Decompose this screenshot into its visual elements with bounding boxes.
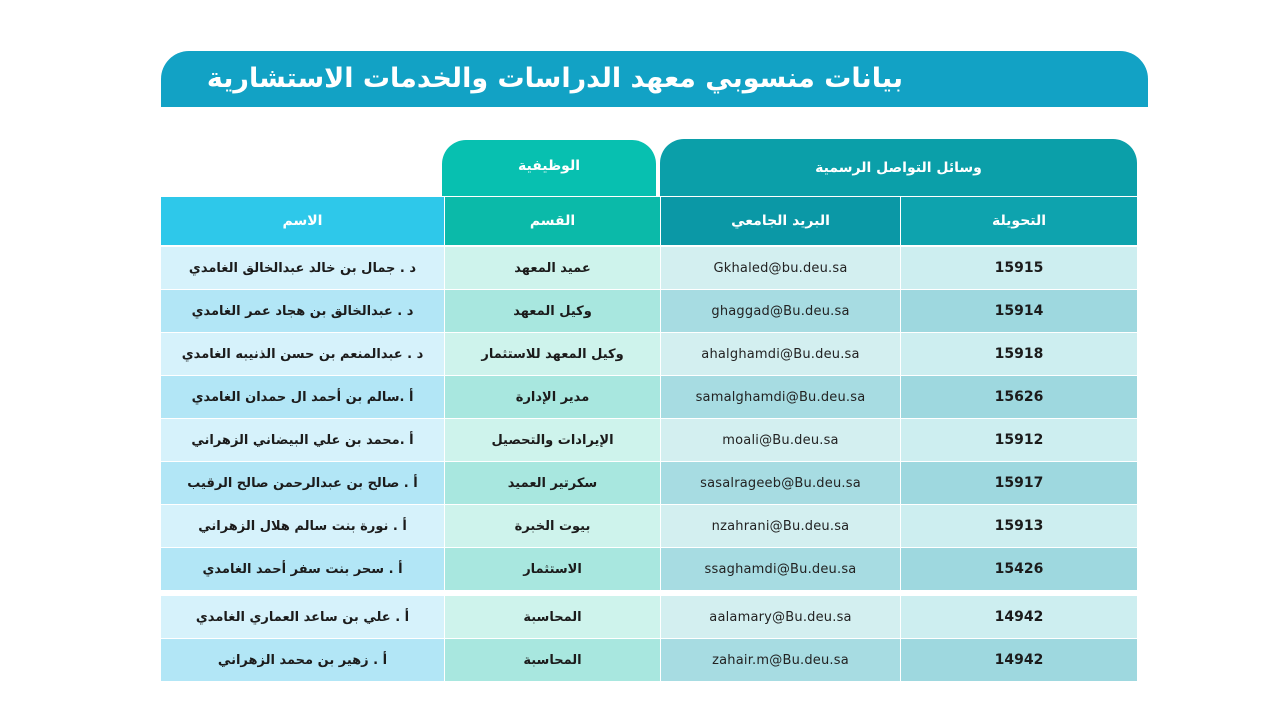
ext-cell: 14942: [900, 596, 1137, 639]
dept-cell: سكرتير العميد: [444, 462, 660, 505]
table-row: [161, 505, 1137, 548]
email-cell: samalghamdi@Bu.deu.sa: [660, 376, 900, 419]
dept-cell: المحاسبة: [444, 639, 660, 682]
email-cell: sasalrageeb@Bu.deu.sa: [660, 462, 900, 505]
email-cell: aalamary@Bu.deu.sa: [660, 596, 900, 639]
ext-cell: 14942: [900, 639, 1137, 682]
email-cell: moali@Bu.deu.sa: [660, 419, 900, 462]
name-cell: أ . نورة بنت سالم هلال الزهراني: [161, 505, 444, 548]
group-header-contact: وسائل التواصل الرسمية: [660, 139, 1137, 196]
table-row: [161, 639, 1137, 682]
ext-cell: 15626: [900, 376, 1137, 419]
table-row: [161, 462, 1137, 505]
name-cell: د . عبدالمنعم بن حسن الذنيبه الغامدي: [161, 333, 444, 376]
email-cell: ghaggad@Bu.deu.sa: [660, 290, 900, 333]
email-cell: zahair.m@Bu.deu.sa: [660, 639, 900, 682]
table-row: [161, 548, 1137, 591]
page-title: بيانات منسوبي معهد الدراسات والخدمات الاستشارية: [161, 51, 1148, 107]
ext-cell: 15914: [900, 290, 1137, 333]
ext-cell: 15912: [900, 419, 1137, 462]
ext-cell: 15426: [900, 548, 1137, 591]
table-row: [161, 419, 1137, 462]
table-row: [161, 247, 1137, 290]
table-header-row: [161, 197, 1137, 245]
column-header-ext: التحويلة: [900, 197, 1137, 245]
dept-cell: بيوت الخبرة: [444, 505, 660, 548]
email-cell: ahalghamdi@Bu.deu.sa: [660, 333, 900, 376]
name-cell: د . جمال بن خالد عبدالخالق الغامدي: [161, 247, 444, 290]
name-cell: أ . صالح بن عبدالرحمن صالح الرقيب: [161, 462, 444, 505]
column-header-dept: القسم: [444, 197, 660, 245]
group-header-job: الوظيفية: [442, 140, 656, 196]
ext-cell: 15917: [900, 462, 1137, 505]
dept-cell: عميد المعهد: [444, 247, 660, 290]
dept-cell: المحاسبة: [444, 596, 660, 639]
email-cell: nzahrani@Bu.deu.sa: [660, 505, 900, 548]
table-row: [161, 596, 1137, 639]
staff-table: [161, 197, 1137, 682]
email-cell: Gkhaled@bu.deu.sa: [660, 247, 900, 290]
ext-cell: 15913: [900, 505, 1137, 548]
table-row: [161, 376, 1137, 419]
name-cell: أ . سحر بنت سفر أحمد الغامدي: [161, 548, 444, 591]
table-row: [161, 290, 1137, 333]
dept-cell: مدير الإدارة: [444, 376, 660, 419]
dept-cell: الإيرادات والتحصيل: [444, 419, 660, 462]
name-cell: أ . علي بن ساعد العماري الغامدي: [161, 596, 444, 639]
dept-cell: وكيل المعهد: [444, 290, 660, 333]
name-cell: أ .محمد بن علي البيضاني الزهراني: [161, 419, 444, 462]
name-cell: أ .سالم بن أحمد ال حمدان الغامدي: [161, 376, 444, 419]
table-row: [161, 333, 1137, 376]
email-cell: ssaghamdi@Bu.deu.sa: [660, 548, 900, 591]
dept-cell: الاستثمار: [444, 548, 660, 591]
ext-cell: 15915: [900, 247, 1137, 290]
dept-cell: وكيل المعهد للاستثمار: [444, 333, 660, 376]
column-header-email: البريد الجامعي: [660, 197, 900, 245]
ext-cell: 15918: [900, 333, 1137, 376]
name-cell: د . عبدالخالق بن هجاد عمر الغامدي: [161, 290, 444, 333]
name-cell: أ . زهير بن محمد الزهراني: [161, 639, 444, 682]
column-header-name: الاسم: [161, 197, 444, 245]
